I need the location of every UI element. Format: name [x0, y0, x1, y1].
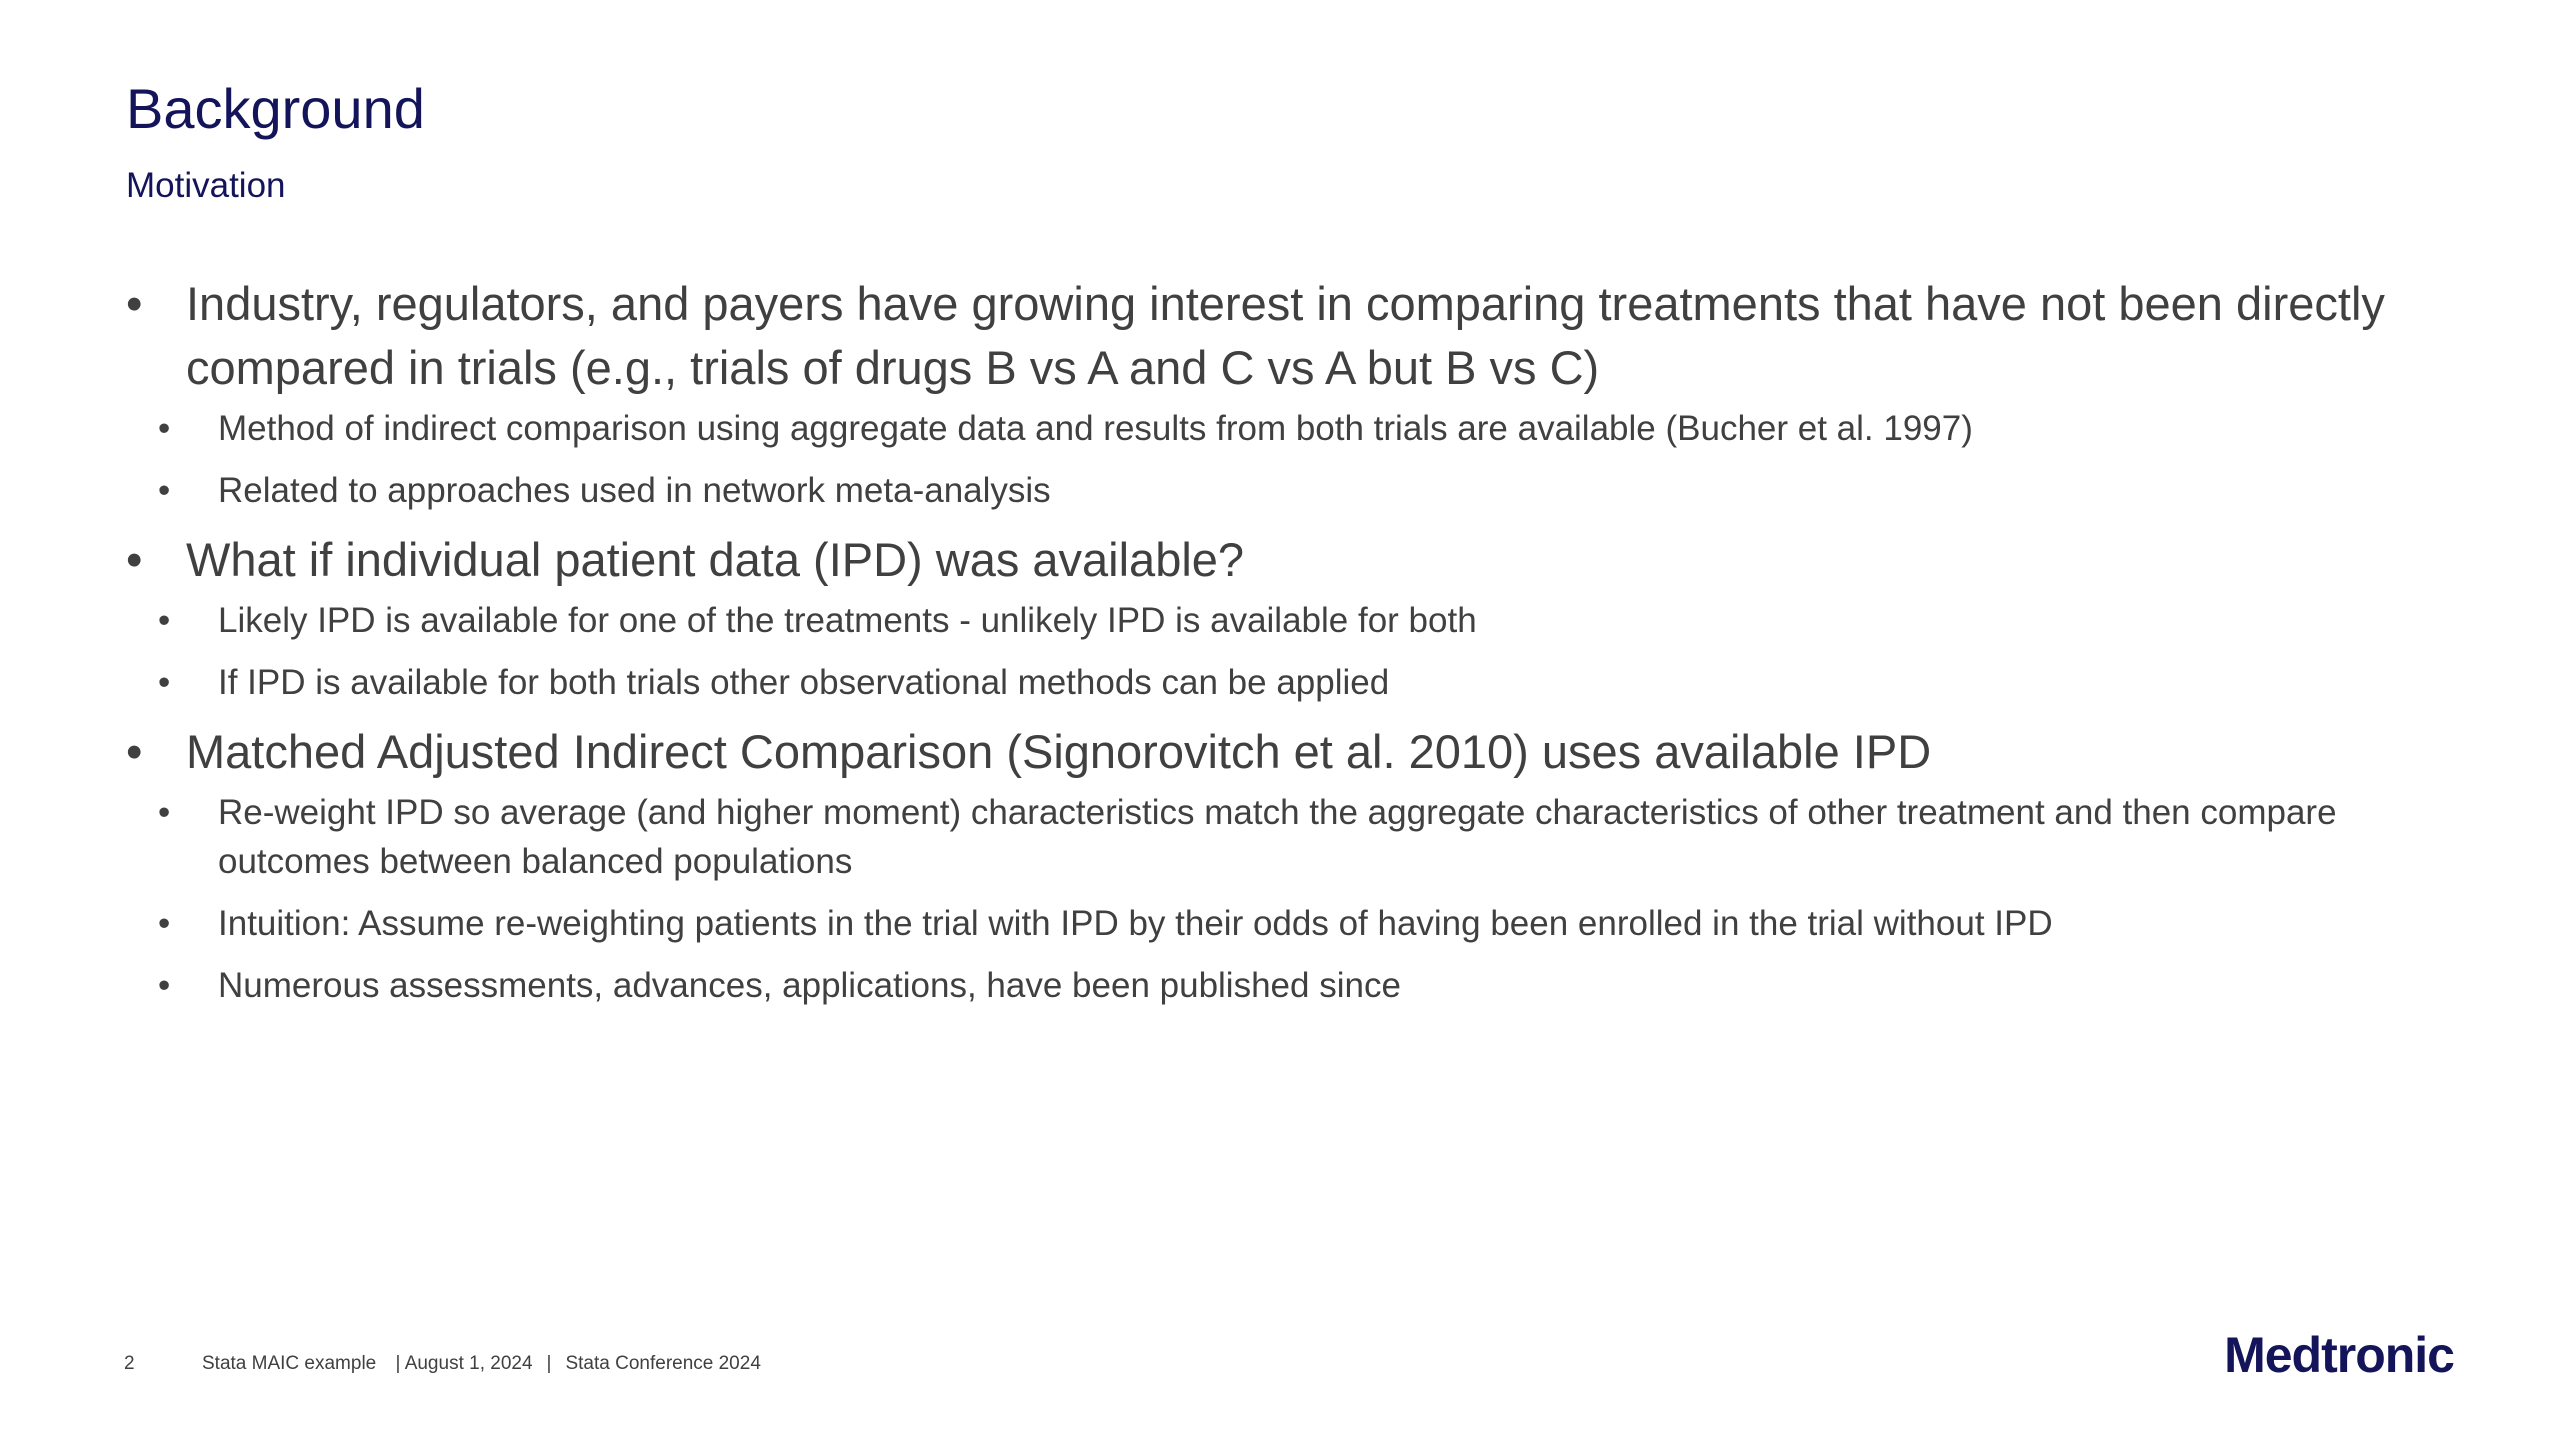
sub-bullet-item	[126, 788, 2456, 886]
bullet-icon: •	[126, 725, 143, 778]
sub-bullet-text: Intuition: Assume re-weighting patients in the trial with IPD by their odds of having been enrolled in the trial without IPD	[218, 904, 2053, 943]
sub-bullet-item	[126, 404, 2456, 453]
bullet-text: What if individual patient data (IPD) was available?	[186, 533, 1245, 586]
bullet-icon: •	[126, 277, 143, 330]
sub-bullet-item	[126, 596, 2456, 645]
bullet-icon: •	[158, 471, 171, 510]
bullet-text: Industry, regulators, and payers have growing interest in comparing treatments that have not been directly compared in trials (e.g., trials of drugs B vs A and C vs A but B vs C)	[186, 277, 2385, 394]
footer-presentation-name: Stata MAIC example	[202, 1353, 377, 1374]
sub-bullet-list	[126, 596, 2456, 707]
bullet-item	[126, 272, 2456, 515]
sub-bullet-item	[126, 899, 2456, 948]
sub-bullet-item	[126, 961, 2456, 1010]
sub-bullet-list	[126, 404, 2456, 515]
footer-date: | August 1, 2024	[395, 1353, 533, 1374]
bullet-icon: •	[158, 663, 171, 702]
footer-separator: |	[546, 1353, 552, 1374]
sub-bullet-text: Related to approaches used in network meta-analysis	[218, 471, 1051, 510]
bullet-list	[126, 272, 2456, 1023]
medtronic-logo: Medtronic	[2224, 1327, 2454, 1383]
sub-bullet-list	[126, 788, 2456, 1010]
slide-footer	[124, 1352, 761, 1376]
sub-bullet-item	[126, 466, 2456, 515]
page-number: 2	[124, 1353, 135, 1374]
bullet-icon: •	[158, 793, 171, 832]
sub-bullet-text: If IPD is available for both trials other observational methods can be applied	[218, 663, 1390, 702]
bullet-icon: •	[158, 409, 171, 448]
sub-bullet-text: Method of indirect comparison using aggregate data and results from both trials are available (Bucher et al. 1997)	[218, 409, 1973, 448]
sub-bullet-text: Likely IPD is available for one of the treatments - unlikely IPD is available for both	[218, 601, 1477, 640]
bullet-icon: •	[158, 966, 171, 1005]
sub-bullet-item	[126, 658, 2456, 707]
bullet-icon: •	[158, 601, 171, 640]
sub-bullet-text: Re-weight IPD so average (and higher moment) characteristics match the aggregate characteristics of other treatment and then compare outcomes between balanced populations	[218, 793, 2337, 881]
bullet-item	[126, 720, 2456, 1010]
slide-subtitle: Motivation	[126, 166, 286, 205]
footer-event: Stata Conference 2024	[565, 1353, 761, 1374]
bullet-item	[126, 528, 2456, 707]
sub-bullet-text: Numerous assessments, advances, applications, have been published since	[218, 966, 1401, 1005]
bullet-icon: •	[158, 904, 171, 943]
bullet-text: Matched Adjusted Indirect Comparison (Signorovitch et al. 2010) uses available IPD	[186, 725, 1932, 778]
slide-title: Background	[126, 77, 425, 140]
bullet-icon: •	[126, 533, 143, 586]
